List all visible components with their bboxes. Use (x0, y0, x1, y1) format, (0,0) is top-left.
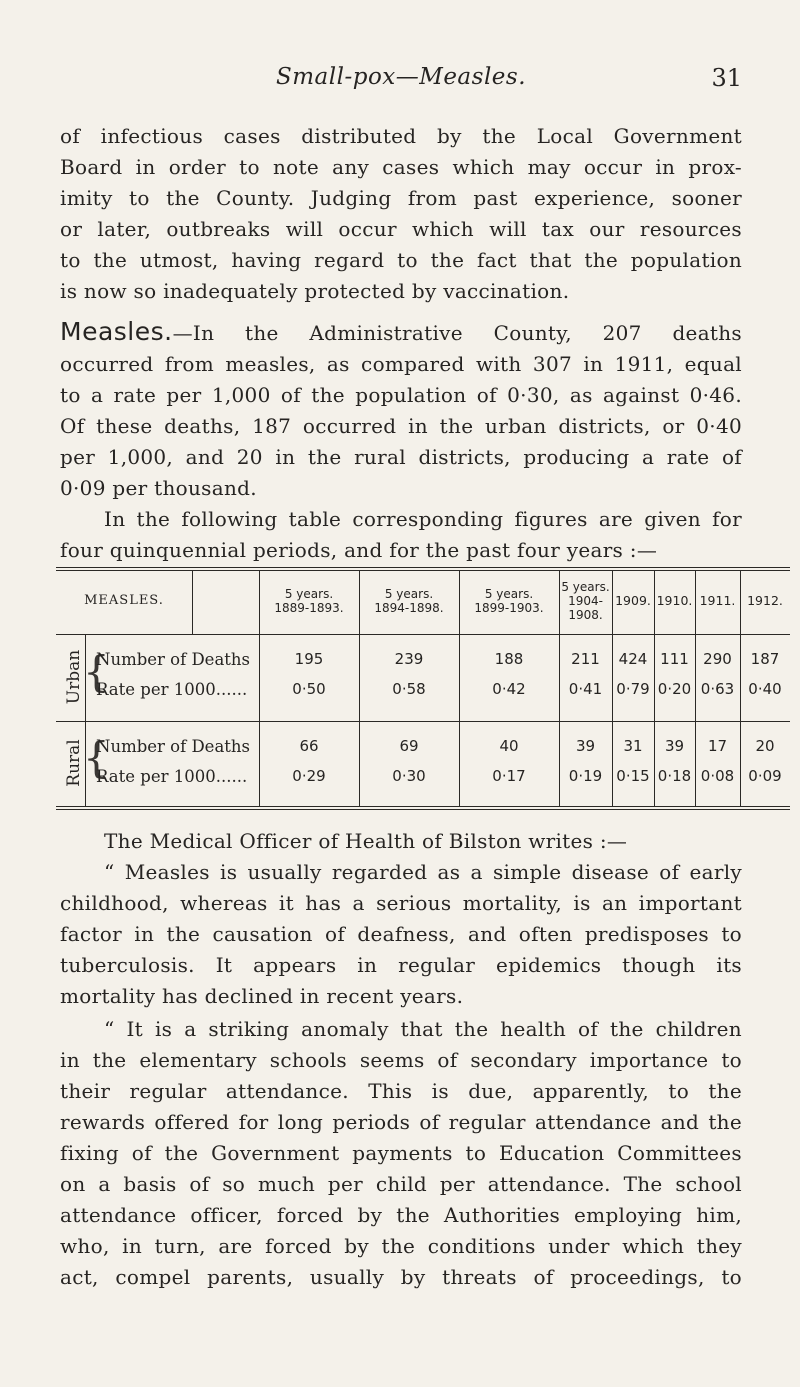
text-line: In the following table corresponding figures are given for (104, 507, 742, 531)
text-line: who, in turn, are forced by the conditions under which they (60, 1234, 742, 1258)
table-cell: 239 (394, 650, 424, 668)
table-cell: 0·08 (700, 767, 735, 785)
group-label-urban: Urban (64, 649, 84, 705)
table-cell: 0·58 (392, 680, 426, 698)
table-cell: 69 (399, 737, 419, 755)
column-header-line: 1904-1908. (568, 594, 603, 622)
text-line: or later, outbreaks will occur which will tax our resources (60, 217, 742, 241)
group-rule (56, 721, 790, 722)
table-corner-label (56, 573, 192, 629)
table-cell: 424 (618, 650, 648, 668)
text-line: tuberculosis. It appears in regular epidemics though its (60, 953, 742, 977)
text-line: to a rate per 1,000 of the population of 0·30, as against 0·46. (60, 383, 742, 407)
section-heading-measles: Measles. (60, 317, 173, 346)
text-line: to the utmost, having regard to the fact that the population (60, 248, 742, 272)
table-cell: 31 (623, 737, 643, 755)
column-header-line: 1889-1893. (274, 601, 344, 615)
table-top-rule (56, 567, 790, 568)
table-cell: 0·63 (700, 680, 735, 698)
text-line: childhood, whereas it has a serious mortality, is an important (60, 891, 742, 915)
text-line: imity to the County. Judging from past experience, sooner (60, 186, 742, 210)
page-header (60, 64, 742, 104)
text-line: rewards offered for long periods of regular attendance and the (60, 1110, 742, 1134)
table-cell: 66 (299, 737, 319, 755)
table-cell: 0·41 (568, 680, 603, 698)
table-cell: 0·79 (616, 680, 650, 698)
paragraph-table-intro (60, 504, 742, 566)
column-header (359, 573, 459, 629)
column-header (559, 573, 612, 629)
row-label: Number of Deaths (96, 650, 251, 669)
table-cell: 0·40 (748, 680, 782, 698)
column-header (695, 573, 740, 629)
table-cell: 0·15 (616, 767, 650, 785)
table-cell: 40 (499, 737, 519, 755)
table-cell: 0·18 (657, 767, 692, 785)
table-cell: 0·50 (292, 680, 326, 698)
text-line: “ Measles is usually regarded as a simple disease of early (104, 860, 742, 884)
text-line: of infectious cases distributed by the Local Government (60, 124, 742, 148)
text-line (60, 316, 742, 349)
column-header (740, 573, 790, 629)
table-cell: 290 (703, 650, 732, 668)
table-cell: 0·19 (568, 767, 603, 785)
table-cell: 0·17 (492, 767, 526, 785)
text-line: attendance officer, forced by the Authorities employing him, (60, 1203, 742, 1227)
running-title: Small-pox—Measles. (275, 64, 527, 90)
measles-table (56, 567, 790, 811)
row-label: Rate per 1000...... (96, 767, 248, 786)
column-header-line: 1911. (699, 593, 736, 608)
header-rule (56, 634, 790, 635)
table-cell: 0·30 (392, 767, 426, 785)
table-cell: 195 (294, 650, 324, 668)
table-cell: 39 (575, 737, 596, 755)
column-header-line: 1894-1898. (374, 601, 444, 615)
text-line: Board in order to note any cases which may occur in prox- (60, 155, 742, 179)
paragraph-measles (60, 316, 742, 504)
table-bottom-rule (56, 806, 790, 807)
column-header-line: 5 years. (384, 587, 434, 601)
table-cell: 20 (755, 737, 775, 755)
text-line: is now so inadequately protected by vaccination. (60, 279, 570, 303)
text-line: act, compel parents, usually by threats of proceedings, to (60, 1265, 742, 1289)
row-label: Number of Deaths (96, 737, 251, 756)
group-label-rural: Rural (64, 739, 84, 787)
column-header (612, 573, 654, 629)
text-line: factor in the causation of deafness, and often predisposes to (60, 922, 742, 946)
column-divider (192, 571, 193, 635)
table-cell: 0·42 (492, 680, 526, 698)
text-line: per 1,000, and 20 in the rural districts, producing a rate of (60, 445, 742, 469)
table-cell: 188 (494, 650, 524, 668)
table-cell: 0·29 (292, 767, 326, 785)
text-line: mortality has declined in recent years. (60, 984, 464, 1008)
text-fragment: —In the Administrative County, 207 deaths (172, 321, 742, 345)
text-line: fixing of the Government payments to Education Committees (60, 1141, 742, 1165)
text-line: on a basis of so much per child per attendance. The school (60, 1172, 742, 1196)
column-header (459, 573, 559, 629)
text-line: four quinquennial periods, and for the past four years :— (60, 538, 658, 562)
paragraph-attendance (60, 1014, 742, 1293)
column-header (259, 573, 359, 629)
corner-text: MEASLES. (84, 593, 164, 608)
table-cell: 0·09 (748, 767, 782, 785)
column-header-line: 5 years. (561, 580, 610, 594)
text-line: “ It is a striking anomaly that the health of the children (104, 1017, 742, 1041)
text-line: The Medical Officer of Health of Bilston writes :— (104, 829, 628, 853)
column-header (654, 573, 695, 629)
text-line: 0·09 per thousand. (60, 476, 257, 500)
column-header-line: 1912. (747, 593, 783, 608)
paragraph-bilston-quote (60, 826, 742, 1012)
text-line: occurred from measles, as compared with 307 in 1911, equal (60, 352, 742, 376)
table-cell: 39 (664, 737, 685, 755)
row-label: Rate per 1000...... (96, 680, 248, 699)
page-number: 31 (711, 64, 742, 92)
table-cell: 17 (707, 737, 728, 755)
text-line: in the elementary schools seems of secondary importance to (60, 1048, 742, 1072)
table-cell: 0·20 (657, 680, 692, 698)
text-line: their regular attendance. This is due, apparently, to the (60, 1079, 742, 1103)
text-line: Of these deaths, 187 occurred in the urban districts, or 0·40 (60, 414, 742, 438)
paragraph-smallpox-end (60, 121, 742, 307)
column-header-line: 1899-1903. (474, 601, 544, 615)
column-header-line: 5 years. (484, 587, 534, 601)
column-header-line: 1909. (615, 593, 651, 608)
table-cell: 111 (660, 650, 689, 668)
table-top-rule (56, 570, 790, 571)
table-bottom-rule (56, 809, 790, 810)
brace: { (83, 733, 110, 782)
column-header-line: 1910. (656, 593, 693, 608)
table-cell: 211 (571, 650, 600, 668)
brace: { (83, 647, 110, 696)
column-header-line: 5 years. (284, 587, 334, 601)
table-cell: 187 (750, 650, 780, 668)
